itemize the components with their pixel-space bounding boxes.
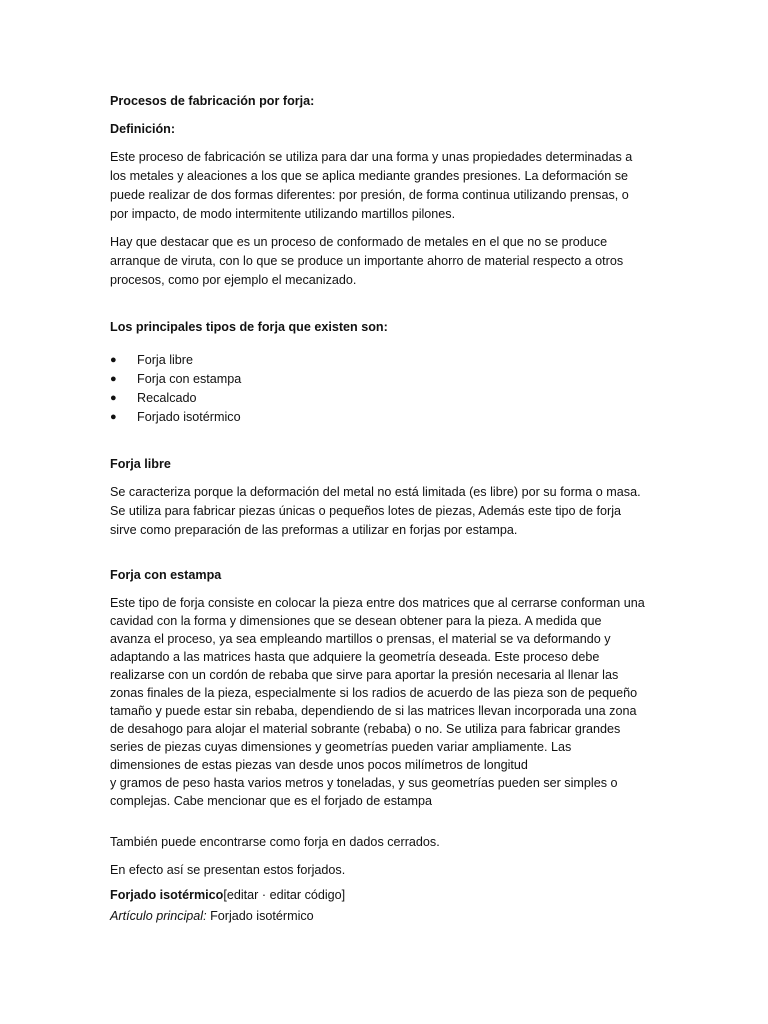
types-heading: Los principales tipos de forja que existen son: (110, 320, 388, 334)
forja-libre-heading: Forja libre (110, 457, 171, 471)
text-line: adaptando a las matrices hasta que adquiere la geometría deseada. Este proceso debe (110, 650, 600, 664)
text-line: series de piezas cuyas dimensiones y geometrías pueden variar ampliamente. Las (110, 740, 572, 754)
list-item-label: Forja con estampa (137, 372, 242, 386)
text-line: Se caracteriza porque la deformación del metal no está limitada (es libre) por su forma o masa. (110, 485, 641, 499)
text-line: tamaño y puede estar sin rebaba, dependiendo de si las matrices llevan incorporada una zona (110, 704, 637, 718)
text-line: sirve como preparación de las preformas a utilizar en forjas por estampa. (110, 523, 518, 537)
main-article-label: Artículo principal: (110, 909, 207, 923)
definition-paragraph-2 (110, 233, 658, 290)
text-line: arranque de viruta, con lo que se produce un importante ahorro de material respecto a otros (110, 254, 624, 268)
list-item (110, 351, 658, 370)
types-list (110, 351, 658, 427)
definition-heading: Definición: (110, 122, 176, 136)
main-article-line (110, 907, 658, 926)
text-line: de desahogo para alojar el material sobrante (rebaba) o no. Se utiliza para fabricar grandes (110, 722, 621, 736)
text-line: y gramos de peso hasta varios metros y toneladas, y sus geometrías pueden ser simples o (110, 776, 618, 790)
isothermal-heading (110, 886, 658, 905)
text-line: realizarse con un cordón de rebaba que sirve para aportar la presión necesaria al llenar las (110, 668, 619, 682)
list-item-label: Recalcado (137, 391, 197, 405)
presented-line: En efecto así se presentan estos forjados. (110, 863, 346, 877)
text-line: Hay que destacar que es un proceso de conformado de metales en el que no se produce (110, 235, 608, 249)
bullet-icon: ● (110, 354, 117, 366)
text-line: procesos, como por ejemplo el mecanizado. (110, 273, 357, 287)
bullet-icon: ● (110, 392, 117, 404)
text-line: Se utiliza para fabricar piezas únicas o pequeños lotes de piezas, Además este tipo de forja (110, 504, 622, 518)
bullet-icon: ● (110, 373, 117, 385)
list-item-label: Forjado isotérmico (137, 410, 241, 424)
forja-estampa-heading: Forja con estampa (110, 568, 222, 582)
text-line: complejas. Cabe mencionar que es el forjado de estampa (110, 794, 433, 808)
text-line: Este tipo de forja consiste en colocar la pieza entre dos matrices que al cerrarse conforman una (110, 596, 645, 610)
document-title: Procesos de fabricación por forja: (110, 94, 315, 108)
text-line: dimensiones de estas piezas van desde unos pocos milímetros de longitud (110, 758, 528, 772)
spacer (110, 427, 658, 455)
spacer (110, 549, 658, 566)
text-line: avanza el proceso, ya sea empleando martillos o prensas, el material se va deformando y (110, 632, 611, 646)
text-line: cavidad con la forma y dimensiones que se desean obtener para la pieza. A medida que (110, 614, 602, 628)
main-article-link: Forjado isotérmico (206, 909, 314, 923)
text-line: los metales y aleaciones a los que se aplica mediante grandes presiones. La deformación se (110, 169, 629, 183)
spacer (110, 299, 658, 318)
text-line: puede realizar de dos formas diferentes: por presión, de forma continua utilizando prensas, o (110, 188, 629, 202)
closed-dies-line: También puede encontrarse como forja en dados cerrados. (110, 835, 440, 849)
definition-paragraph-1 (110, 148, 658, 224)
text-line: zonas finales de la pieza, especialmente si los radios de acuerdo de las pieza son de pequeño (110, 686, 638, 700)
text-line: por impacto, de modo intermitente utilizando martillos pilones. (110, 207, 456, 221)
list-item-label: Forja libre (137, 353, 193, 367)
text-line: Este proceso de fabricación se utiliza para dar una forma y unas propiedades determinadas a (110, 150, 633, 164)
document-body (110, 92, 658, 926)
forja-libre-paragraph (110, 483, 658, 540)
forja-estampa-paragraph (110, 594, 658, 810)
list-item (110, 370, 658, 389)
spacer (110, 819, 658, 833)
list-item (110, 389, 658, 408)
bullet-icon: ● (110, 411, 117, 423)
isothermal-heading-title: Forjado isotérmico (110, 888, 224, 902)
list-item (110, 408, 658, 427)
edit-links: [editar · editar código] (223, 888, 346, 902)
